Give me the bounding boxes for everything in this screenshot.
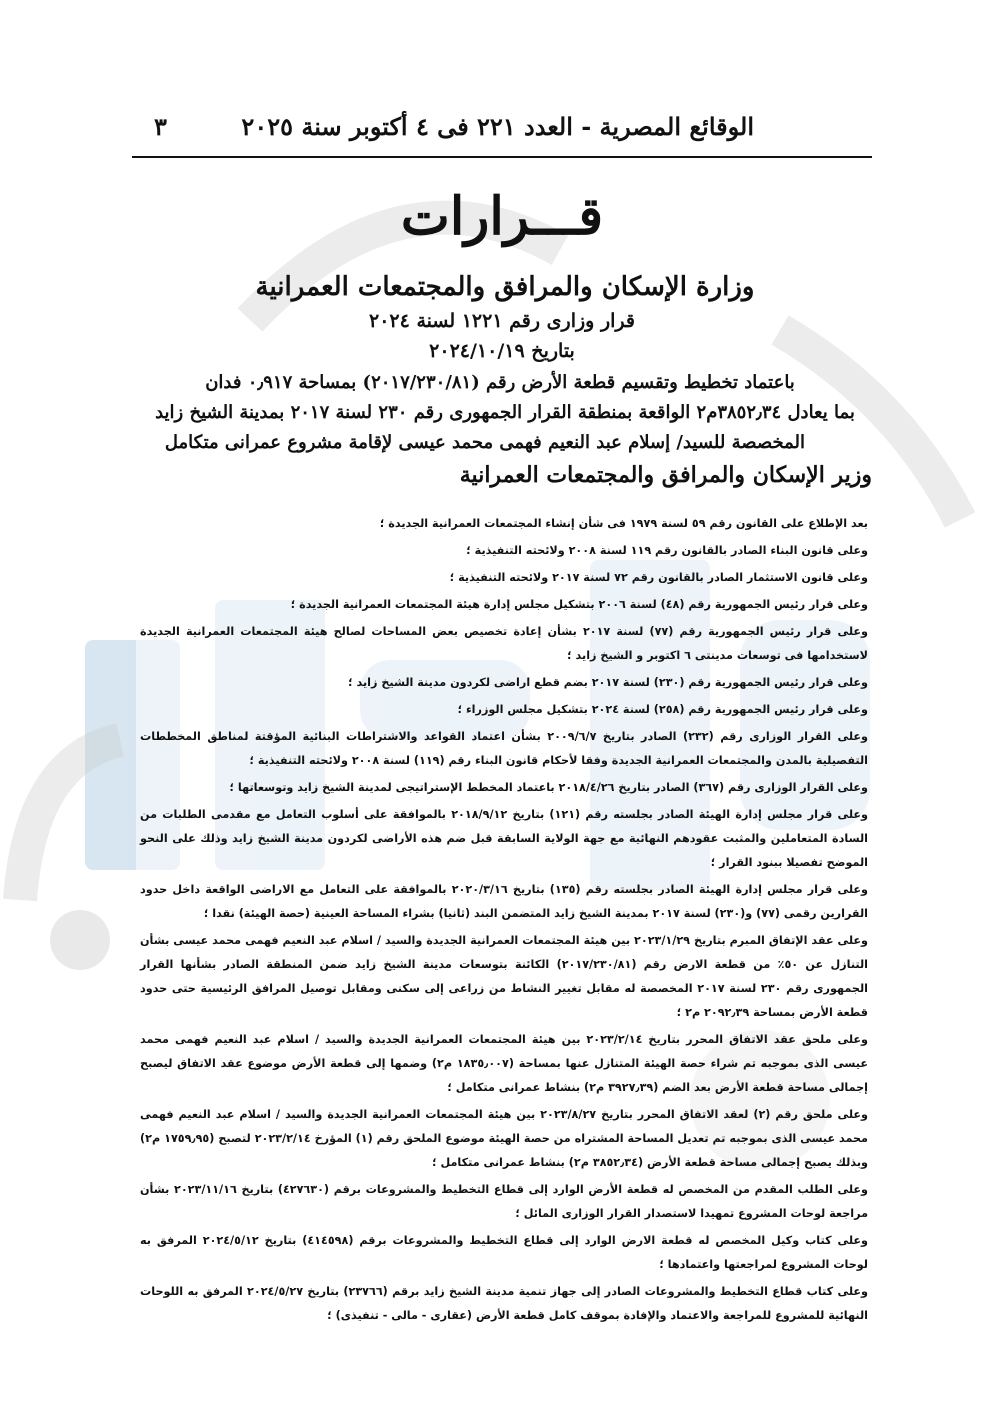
- clause: وعلى قرار رئيس الجمهورية رقم (٧٧) لسنة ٢٠١٧ بشأن إعادة تخصيص بعض المساحات لصالح هيئة المجتمعات العمرانية الجديدة لاستخدامها فى توسعات مدينتى ٦ اكتوبر و الشيخ زايد ؛: [140, 625, 868, 662]
- clause: وعلى قرار رئيس الجمهورية رقم (٢٣٠) لسنة ٢٠١٧ بضم قطع اراضى لكردون مدينة الشيخ زايد ؛: [348, 676, 868, 689]
- clause: بعد الإطلاع على القانون رقم ٥٩ لسنة ١٩٧٩ فى شأن إنشاء المجتمعات العمرانية الجديدة ؛: [379, 517, 868, 530]
- clause: وعلى قانون البناء الصادر بالقانون رقم ١١٩ لسنة ٢٠٠٨ ولائحته التنفيذية ؛: [466, 544, 868, 557]
- clause: وعلى قرار رئيس الجمهورية رقم (٢٥٨) لسنة ٢٠٢٤ بتشكيل مجلس الوزراء ؛: [457, 703, 868, 716]
- clause: وعلى الطلب المقدم من المخصص له قطعة الأرض الوارد إلى قطاع التخطيط والمشروعات برقم (٤٢٧٦٣٠) بتاريخ ٢٠٢٣/١١/١٦ بشأن مراجعة لوحات المشروع تمهيدا لاستصدار القرار الوزارى المائل ؛: [140, 1183, 868, 1220]
- clause: وعلى قرار مجلس إدارة الهيئة الصادر بجلسته رقم (١٢١) بتاريخ ٢٠١٨/٩/١٢ بالموافقة على أسلوب التعامل مع مقدمى الطلبات من السادة المتعاملين والمثبت عقودهم النهائية مع جهة الولاية السابقة قبل ضم هذه الأراضى لكردون مدينة الشيخ زايد وذلك على النحو الموضح تفصيلا ببنود القرار ؛: [140, 808, 869, 869]
- preamble-clauses: [136, 512, 872, 1322]
- clause: وعلى كتاب وكيل المخصص له قطعة الارض الوارد إلى قطاع التخطيط والمشروعات برقم (٤١٤٥٩٨) بتاريخ ٢٠٢٤/٥/١٢ المرفق به لوحات المشروع لمراجعتها واعتمادها ؛: [140, 1234, 868, 1271]
- decree-title: قرار وزارى رقم ١٢٢١ لسنة ٢٠٢٤: [369, 310, 635, 332]
- gazette-header-title: الوقائع المصرية - العدد ٢٢١ فى ٤ أكتوبر سنة ٢٠٢٥: [241, 112, 754, 141]
- clause: وعلى ملحق رقم (٢) لعقد الاتفاق المحرر بتاريخ ٢٠٢٣/٨/٢٧ بين هيئة المجتمعات العمرانية الجديدة والسيد / اسلام عبد النعيم فهمى محمد عيسى الذى بموجبه تم تعديل المساحة المشتراه من حصة الهيئة موضوع الملحق رقم (١) المؤرخ ٢٠٢٣/٢/١٤ لتصبح (١٧٥٩٫٩٥ م٢) وبذلك يصبح إجمالى مساحة قطعة الأرض (٣٨٥٢٫٣٤ م٢) بنشاط عمرانى متكامل ؛: [140, 1108, 868, 1169]
- clause: وعلى كتاب قطاع التخطيط والمشروعات الصادر إلى جهاز تنمية مدينة الشيخ زايد برقم (٢٣٧٦٦) بتاريخ ٢٠٢٤/٥/٢٧ المرفق به اللوحات النهائية للمشروع للمراجعة والاعتماد والإفادة بموقف كامل قطعة الأرض (عقارى - مالى - تنفيذى) ؛: [140, 1285, 869, 1322]
- clause: وعلى قرار رئيس الجمهورية رقم (٤٨) لسنة ٢٠٠٦ بتشكيل مجلس إدارة هيئة المجتمعات العمرانية الجديدة ؛: [290, 598, 868, 611]
- decree-date: بتاريخ ٢٠٢٤/١٠/١٩: [429, 340, 575, 362]
- page-number: ٣: [154, 112, 167, 141]
- decree-subject-line-3: المخصصة للسيد/ إسلام عبد النعيم فهمى محمد عيسى لإقامة مشروع عمرانى متكامل: [164, 432, 805, 453]
- clause: وعلى ملحق عقد الاتفاق المحرر بتاريخ ٢٠٢٣/٢/١٤ بين هيئة المجتمعات العمرانية الجديدة والسيد / اسلام عبد النعيم فهمى محمد عيسى الذى بموجبه تم شراء حصة الهيئة المتنازل عنها بمساحة (١٨٣٥٫٠٠٧ م٢) وضمها إلى قطعة الأرض موضوع عقد الاتفاق ليصبح إجمالى مساحة قطعة الأرض بعد الضم (٣٩٢٧٫٣٩ م٢) بنشاط عمرانى متكامل ؛: [140, 1033, 868, 1094]
- clause: وعلى القرار الوزارى رقم (٢٣٢) الصادر بتاريخ ٢٠٠٩/٦/٧ بشأن اعتماد القواعد والاشتراطات البنائية المؤقتة لمناطق المخططات التفصيلية بالمدن والمجتمعات العمرانية الجديدة وفقا لأحكام قانون البناء رقم (١١٩) لسنة ٢٠٠٨ ولائحته التنفيذية ؛: [140, 730, 868, 767]
- page-header: [132, 108, 872, 158]
- decree-subject-line-2: بما يعادل ٣٨٥٢٫٣٤م٢ الواقعة بمنطقة القرار الجمهورى رقم ٢٣٠ لسنة ٢٠١٧ بمدينة الشيخ زايد: [155, 402, 855, 423]
- section-title: قـــرارات: [400, 186, 604, 247]
- ministry-name: وزارة الإسكان والمرافق والمجتمعات العمرانية: [255, 272, 755, 302]
- decree-subject-line-1: باعتماد تخطيط وتقسيم قطعة الأرض رقم (٢٠١٧/٢٣٠/٨١) بمساحة ٠٫٩١٧ فدان: [205, 372, 795, 393]
- clause: وعلى عقد الإتفاق المبرم بتاريخ ٢٠٢٣/١/٢٩ بين هيئة المجتمعات العمرانية الجديدة والسيد / اسلام عبد النعيم فهمى محمد عيسى بشأن التنازل عن ٥٠٪ من قطعة الارض رقم (٢٠١٧/٢٣٠/٨١) الكائنة بتوسعات مدينة الشيخ زايد ضمن المنطقة الصادر بشأنها القرار الجمهورى رقم ٢٣٠ لسنة ٢٠١٧ المخصصة له مقابل تغيير النشاط من زراعى إلى سكنى ومقابل توصيل المرافق الرئيسية حتى حدود قطعة الأرض بمساحة ٢٠٩٢٫٣٩ م٢ ؛: [140, 934, 868, 1019]
- clause: وعلى قرار مجلس إدارة الهيئة الصادر بجلسته رقم (١٣٥) بتاريخ ٢٠٢٠/٣/١٦ بالموافقة على التعامل مع الاراضى الواقعة داخل حدود القرارين رقمى (٧٧) و(٢٣٠) لسنة ٢٠١٧ بمدينة الشيخ زايد المتضمن البند (ثانيا) بشراء المساحة العينية (حصة الهيئة) نقدا ؛: [140, 883, 869, 920]
- clause: وعلى القرار الوزارى رقم (٣٦٧) الصادر بتاريخ ٢٠١٨/٤/٢٦ باعتماد المخطط الإستراتيجى لمدينة الشيخ زايد وتوسعاتها ؛: [229, 781, 868, 794]
- minister-heading: وزير الإسكان والمرافق والمجتمعات العمرانية: [459, 462, 872, 488]
- clause: وعلى قانون الاستثمار الصادر بالقانون رقم ٧٢ لسنة ٢٠١٧ ولائحته التنفيذية ؛: [449, 571, 868, 584]
